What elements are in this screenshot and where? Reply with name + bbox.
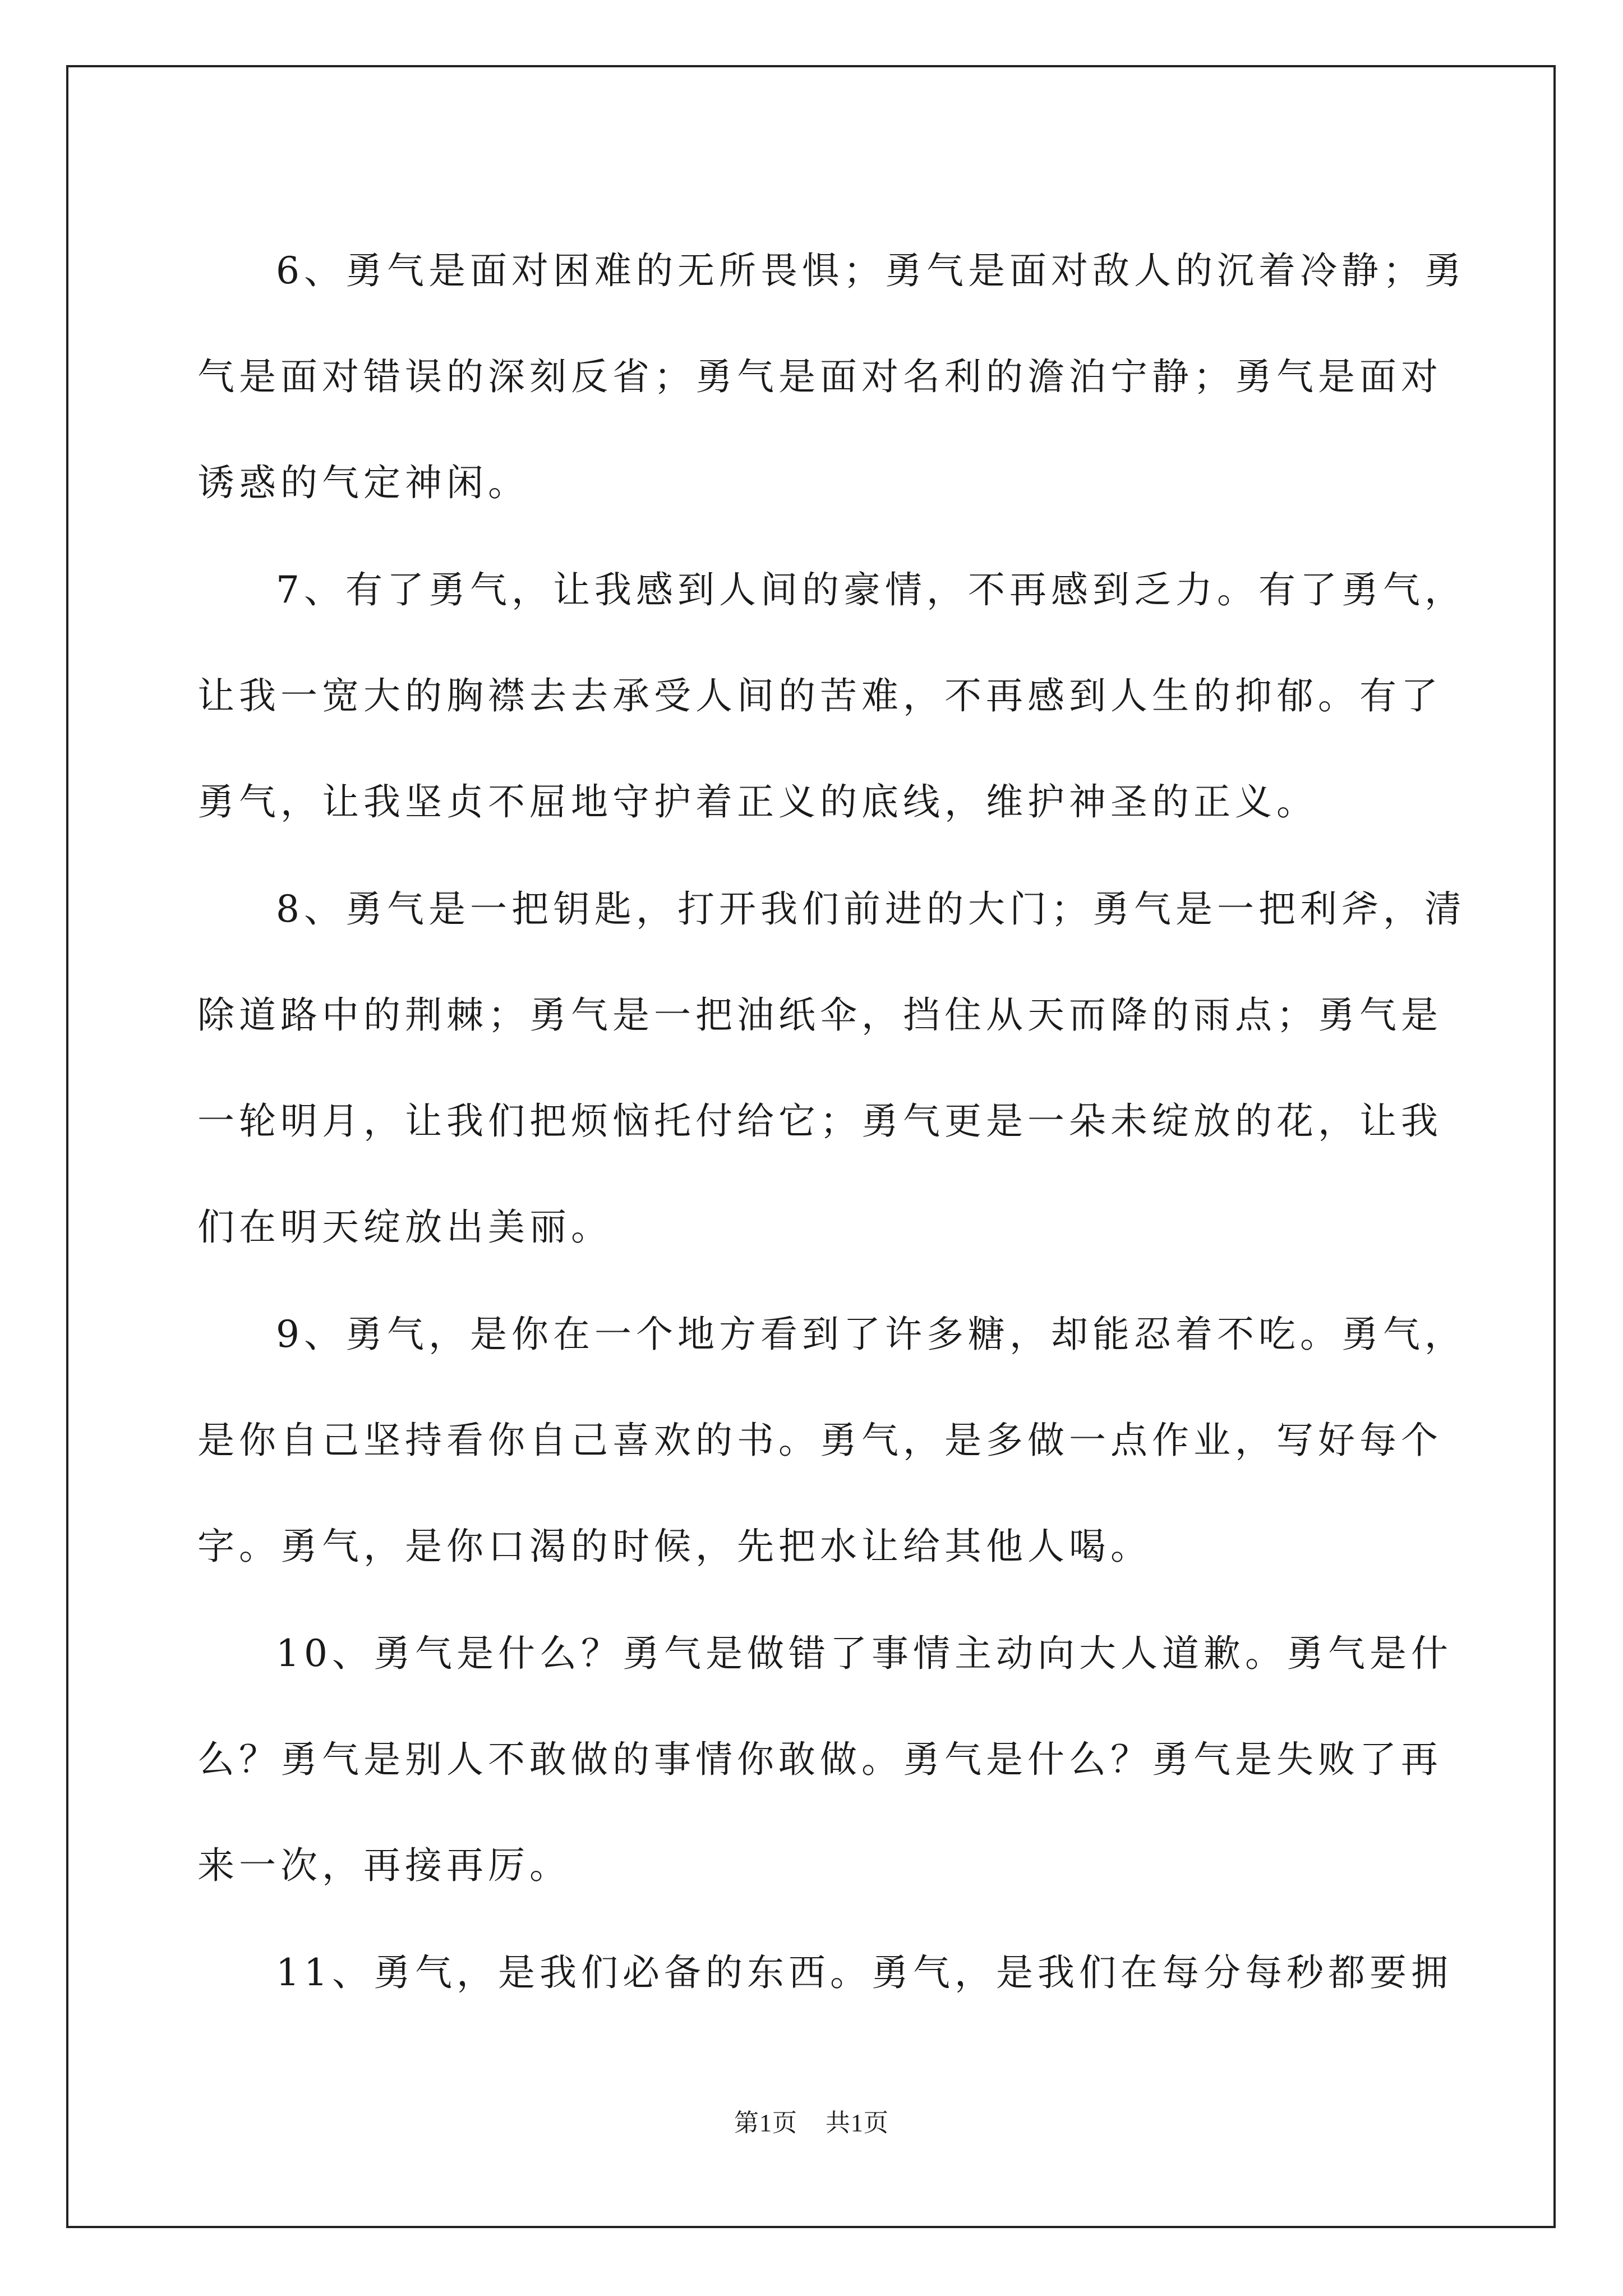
- text-line: 们在明天绽放出美丽。: [197, 1205, 612, 1249]
- paragraph-6: [197, 218, 1466, 536]
- text-line: 9、勇气，是你在一个地方看到了许多糖，却能忍着不吃。勇气，: [276, 1313, 1466, 1356]
- page-number-total: 共1页: [826, 2109, 889, 2137]
- text-line: 气是面对错误的深刻反省；勇气是面对名利的澹泊宁静；勇气是面对: [197, 355, 1442, 398]
- text-line: 一轮明月，让我们把烦恼托付给它；勇气更是一朵未绽放的花，让我: [197, 1099, 1442, 1143]
- text-line: 么？勇气是别人不敢做的事情你敢做。勇气是什么？勇气是失败了再: [197, 1738, 1442, 1781]
- text-line: 勇气，让我坚贞不屈地守护着正义的底线，维护神圣的正义。: [197, 780, 1318, 823]
- paragraph-7: [197, 537, 1466, 855]
- text-line: 诱惑的气定神闲。: [197, 461, 529, 504]
- paragraph-11: [197, 1920, 1453, 2026]
- text-line: 是你自己坚持看你自己喜欢的书。勇气，是多做一点作业，写好每个: [197, 1419, 1442, 1462]
- text-line: 11、勇气，是我们必备的东西。勇气，是我们在每分每秒都要拥: [276, 1951, 1453, 1994]
- page-number-current: 第1页: [734, 2109, 797, 2137]
- paragraph-10: [197, 1600, 1453, 1918]
- text-line: 7、有了勇气，让我感到人间的豪情，不再感到乏力。有了勇气，: [276, 568, 1466, 611]
- text-line: 8、勇气是一把钥匙，打开我们前进的大门；勇气是一把利斧，清: [276, 887, 1466, 931]
- text-line: 10、勇气是什么？勇气是做错了事情主动向大人道歉。勇气是什: [276, 1632, 1453, 1675]
- paragraph-8: [197, 856, 1466, 1280]
- text-line: 字。勇气，是你口渴的时候，先把水让给其他人喝。: [197, 1525, 1152, 1568]
- paragraph-9: [197, 1281, 1466, 1599]
- text-line: 除道路中的荆棘；勇气是一把油纸伞，挡住从天而降的雨点；勇气是: [197, 993, 1442, 1037]
- text-line: 来一次，再接再厉。: [197, 1844, 571, 1887]
- text-line: 6、勇气是面对困难的无所畏惧；勇气是面对敌人的沉着冷静；勇: [276, 249, 1466, 292]
- page-footer: [0, 2102, 1623, 2138]
- document-body: [197, 218, 1466, 2027]
- text-line: 让我一宽大的胸襟去去承受人间的苦难，不再感到人生的抑郁。有了: [197, 674, 1442, 717]
